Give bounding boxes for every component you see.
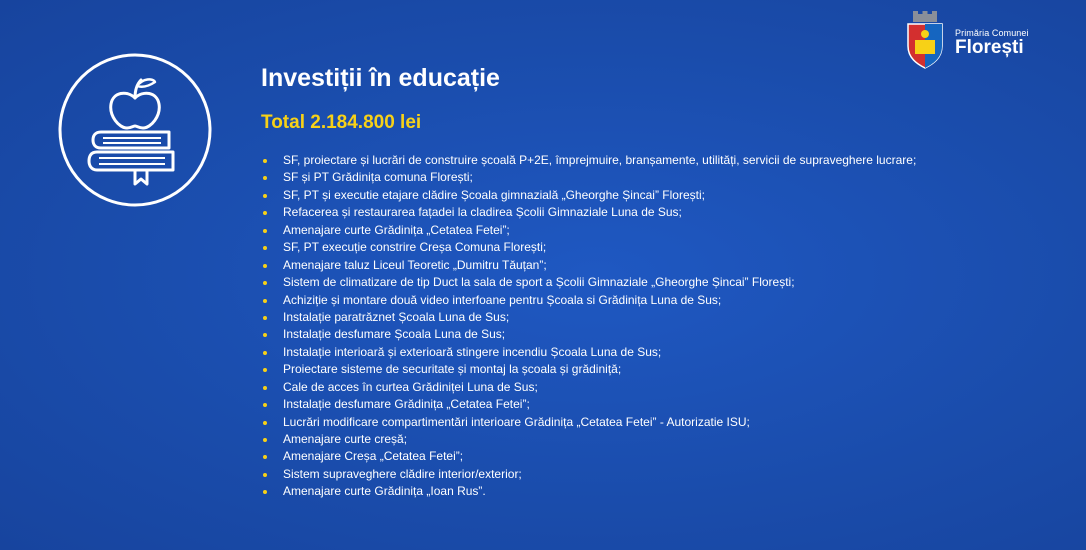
list-item-text: SF, PT și executie etajare clădire Școala gimnazială „Gheorghe Șincai” Florești; [283, 187, 705, 202]
list-item-text: Instalație desfumare Școala Luna de Sus; [283, 327, 506, 342]
list-item [262, 309, 1062, 326]
logo [905, 10, 1045, 74]
bullet-icon [263, 246, 267, 250]
page-title: Investiții în educație [261, 64, 500, 92]
list-item-text: Sistem supraveghere clădire interior/exterior; [283, 466, 522, 481]
list-item-text: Lucrări modificare compartimentări interioare Grădinița „Cetatea Fetei” - Autorizatie ISU; [283, 414, 750, 429]
logo-subtitle: Primăria Comunei [955, 28, 1029, 38]
list-item-text: Instalație paratrăznet Școala Luna de Sus; [283, 309, 510, 324]
list-item-text: Amenajare curte Grădinița „Ioan Rus”. [283, 484, 486, 499]
bullet-icon [263, 351, 267, 355]
list-item [262, 361, 1062, 378]
bullet-icon [263, 229, 267, 233]
list-item-text: Amenajare taluz Liceul Teoretic „Dumitru Tăuțan”; [283, 257, 547, 272]
list-item [262, 448, 1062, 465]
list-item [262, 257, 1062, 274]
list-item [262, 379, 1062, 396]
list-item [262, 169, 1062, 186]
bullet-icon [263, 281, 267, 285]
list-item-text: SF, proiectare și lucrări de construire școală P+2E, împrejmuire, branșamente, utilități, servicii de supraveghere lucrare; [283, 153, 917, 167]
list-item [262, 466, 1062, 483]
list-item-text: Refacerea și restaurarea fațadei la cladirea Școlii Gimnaziale Luna de Sus; [283, 205, 682, 220]
list-item [262, 414, 1062, 431]
list-item [262, 344, 1062, 361]
bullet-icon [263, 438, 267, 442]
list-item [262, 187, 1062, 204]
list-item [262, 326, 1062, 343]
list-item-text: SF și PT Grădinița comuna Florești; [283, 170, 473, 185]
bullet-icon [263, 386, 267, 390]
list-item-text: Achiziție și montare două video interfoane pentru Școala si Grădinița Luna de Sus; [283, 292, 722, 307]
list-item [262, 152, 1062, 169]
list-item-text: Instalație desfumare Grădinița „Cetatea Fetei”; [283, 397, 530, 412]
list-item-text: SF, PT execuție constrire Creșa Comuna Florești; [283, 240, 547, 255]
bullet-icon [263, 333, 267, 337]
apple-books-icon [57, 52, 213, 208]
bullet-icon [263, 194, 267, 198]
bullet-icon [263, 473, 267, 477]
list-item-text: Amenajare curte creșă; [283, 432, 408, 446]
bullet-icon [263, 176, 267, 180]
list-item-text: Amenajare Creșa „Cetatea Fetei”; [283, 449, 464, 464]
list-item [262, 292, 1062, 309]
bullet-icon [263, 159, 267, 163]
list-item [262, 483, 1062, 500]
bullet-icon [263, 264, 267, 268]
list-item [262, 396, 1062, 413]
list-item-text: Amenajare curte Grădinița „Cetatea Fetei”; [283, 222, 510, 237]
bullet-icon [263, 403, 267, 407]
list-item-text: Instalație interioară și exterioară stingere incendiu Școala Luna de Sus; [283, 344, 662, 359]
list-item-text: Cale de acces în curtea Grădiniței Luna de Sus; [283, 379, 538, 394]
list-item [262, 239, 1062, 256]
list-item [262, 222, 1062, 239]
bullet-icon [263, 455, 267, 459]
bullet-icon [263, 421, 267, 425]
list-item-text: Sistem de climatizare de tip Duct la sala de sport a Școlii Gimnaziale „Gheorghe Șincai” Florești; [283, 275, 795, 290]
bullet-icon [263, 299, 267, 303]
list-item [262, 204, 1062, 221]
list-item [262, 431, 1062, 448]
total-amount: Total 2.184.800 lei [261, 112, 422, 133]
bullet-icon [263, 490, 267, 494]
list-item-text: Proiectare sisteme de securitate și montaj la școala și grădiniță; [283, 362, 622, 377]
bullet-icon [263, 316, 267, 320]
investment-list [262, 152, 1062, 501]
logo-title: Florești [955, 37, 1024, 58]
coat-of-arms-icon [905, 10, 945, 70]
list-item [262, 274, 1062, 291]
bullet-icon [263, 211, 267, 215]
bullet-icon [263, 368, 267, 372]
